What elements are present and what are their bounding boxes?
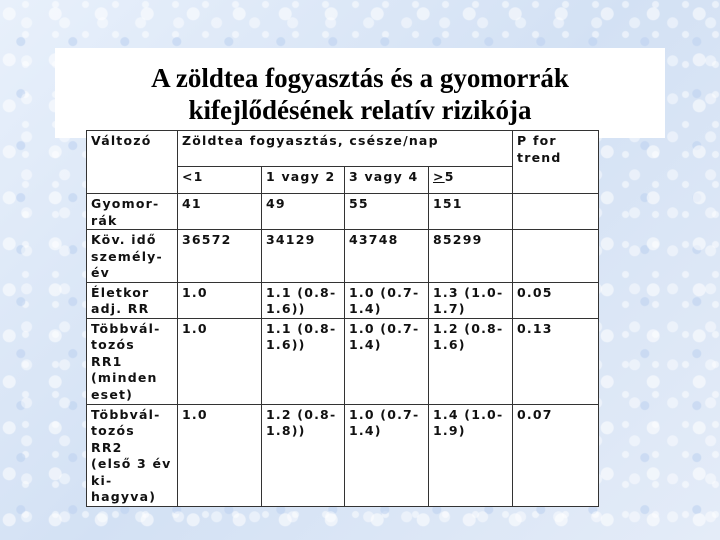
table-cell: 1.0 (178, 404, 262, 506)
table-cell: 1.4 (1.0- 1.9) (429, 404, 513, 506)
title-line-2: kifejlődésének relatív rizikója (188, 95, 532, 125)
p-cell (513, 230, 599, 283)
p-cell: 0.07 (513, 404, 599, 506)
p-cell: 0.13 (513, 318, 599, 404)
table-cell: 36572 (178, 230, 262, 283)
row-label: Köv. idő személy- év (87, 230, 178, 283)
subheader-prefix: > (433, 169, 445, 184)
header-variable: Változó (87, 131, 178, 194)
subheader-cell: 1 vagy 2 (262, 167, 345, 194)
header-consumption: Zöldtea fogyasztás, csésze/nap (178, 131, 513, 167)
table-row (87, 318, 599, 404)
table-row (87, 282, 599, 318)
table-cell: 85299 (429, 230, 513, 283)
table-cell: 55 (345, 194, 429, 230)
table-cell: 1.1 (0.8- 1.6)) (262, 282, 345, 318)
slide-title (55, 48, 665, 126)
row-label: Többvál- tozós RR2 (első 3 év ki- hagyva) (87, 404, 178, 506)
table-cell: 1.0 (0.7- 1.4) (345, 282, 429, 318)
header-row (87, 131, 599, 167)
table-cell: 43748 (345, 230, 429, 283)
table-row (87, 230, 599, 283)
table-cell: 1.0 (178, 282, 262, 318)
table-cell: 41 (178, 194, 262, 230)
row-label: Életkor adj. RR (87, 282, 178, 318)
title-box (55, 48, 665, 138)
subheader-cell: <1 (178, 167, 262, 194)
risk-table (86, 130, 599, 507)
subheader-cell: 3 vagy 4 (345, 167, 429, 194)
row-label: Többvál- tozós RR1 (minden eset) (87, 318, 178, 404)
table-row (87, 404, 599, 506)
subheader-value: 5 (444, 169, 455, 184)
table-cell: 1.3 (1.0- 1.7) (429, 282, 513, 318)
table-cell: 151 (429, 194, 513, 230)
p-cell (513, 194, 599, 230)
table-cell: 1.1 (0.8- 1.6)) (262, 318, 345, 404)
table-cell: 1.0 (0.7- 1.4) (345, 318, 429, 404)
table-cell: 1.2 (0.8- 1.8)) (262, 404, 345, 506)
row-label: Gyomor- rák (87, 194, 178, 230)
table-cell: 34129 (262, 230, 345, 283)
title-line-1: A zöldtea fogyasztás és a gyomorrák (151, 63, 569, 93)
table-cell: 49 (262, 194, 345, 230)
table-cell: 1.0 (178, 318, 262, 404)
subheader-cell (429, 167, 513, 194)
table-row (87, 194, 599, 230)
table-cell: 1.0 (0.7- 1.4) (345, 404, 429, 506)
p-cell: 0.05 (513, 282, 599, 318)
table-cell: 1.2 (0.8- 1.6) (429, 318, 513, 404)
header-p-trend: P for trend (513, 131, 599, 194)
